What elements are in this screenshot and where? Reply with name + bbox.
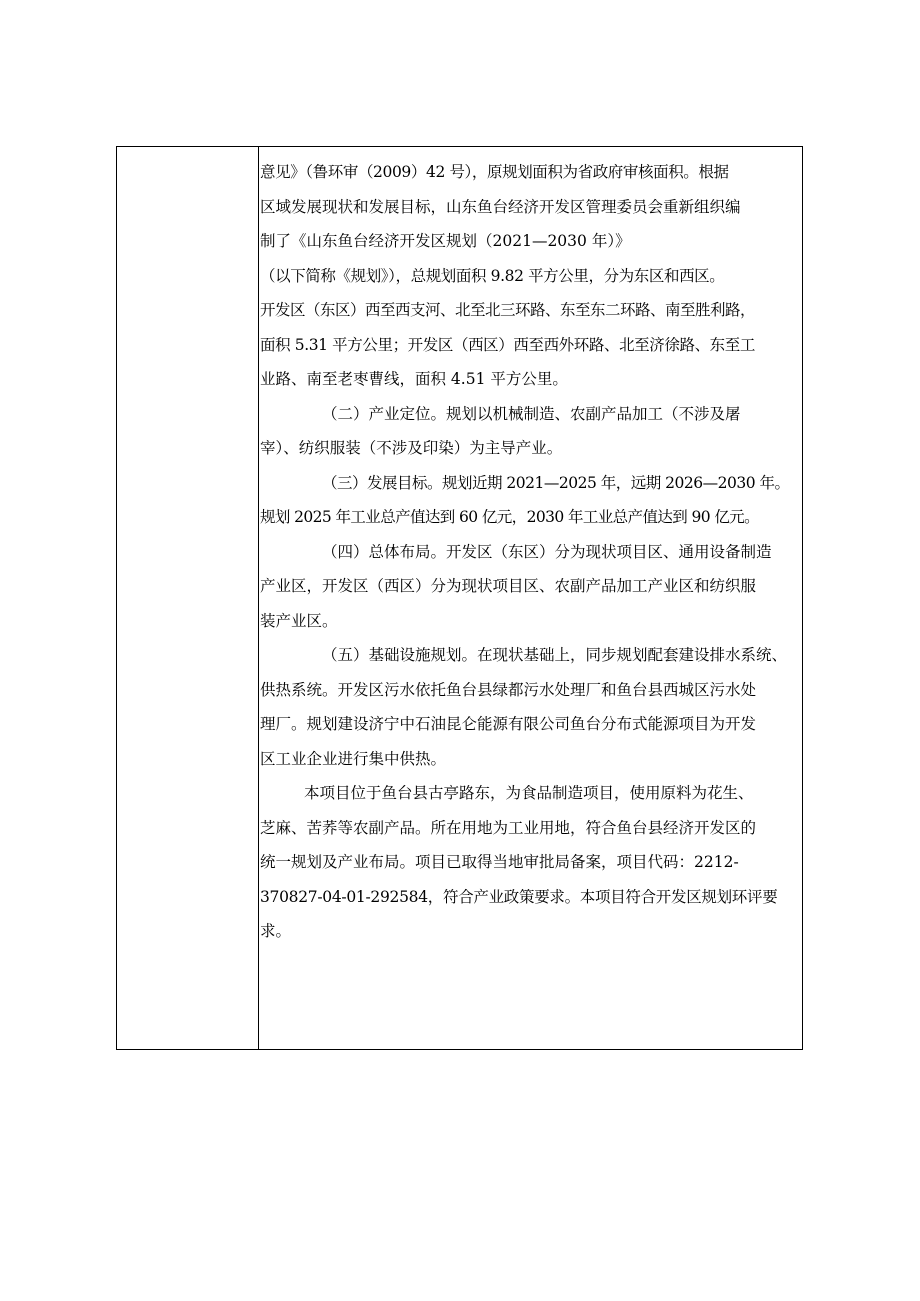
- text-line: （二）产业定位。规划以机械制造、农副产品加工（不涉及屠: [322, 404, 741, 423]
- paragraph-2: [260, 397, 800, 466]
- text-line: 本项目位于鱼台县古亭路东，为食品制造项目，使用原料为花生、: [304, 784, 754, 802]
- text-line: （三）发展目标。规划近期 2021—2025 年，远期 2026—2030 年。: [322, 473, 790, 492]
- text-line: 区工业企业进行集中供热。: [260, 749, 447, 768]
- text-line: 开发区（东区）西至西支河、北至北三环路、东至东二环路、南至胜利路，: [260, 301, 756, 319]
- column-divider: [258, 147, 259, 1049]
- text-line: 制了《山东鱼台经济开发区规划（2021—2030 年）》: [260, 232, 631, 250]
- text-line: 意见》（鲁环审（2009）42 号），原规划面积为省政府审核面积。根据: [260, 163, 729, 181]
- text-line: 装产业区。: [260, 611, 338, 630]
- text-line: 宰）、纺织服装（不涉及印染）为主导产业。: [260, 439, 563, 457]
- paragraph-4: [260, 535, 800, 639]
- paragraph-1: [260, 155, 800, 397]
- text-line: 芝麻、苦荞等农副产品。所在用地为工业用地，符合鱼台县经济开发区的: [260, 818, 757, 837]
- paragraph-5: [260, 638, 800, 776]
- text-line: 370827-04-01-292584，符合产业政策要求。本项目符合开发区规划环评要: [260, 887, 778, 906]
- table-cell-content: [260, 155, 802, 949]
- text-line: 面积 5.31 平方公里；开发区（西区）西至西外环路、北至济徐路、东至工: [260, 335, 755, 354]
- text-line: （五）基础设施规划。在现状基础上，同步规划配套建设排水系统、: [322, 646, 788, 664]
- text-line: 统一规划及产业布局。项目已取得当地审批局备案，项目代码：2212-: [260, 853, 739, 871]
- paragraph-3: [260, 466, 800, 535]
- text-line: 业路、南至老枣曹线，面积 4.51 平方公里。: [260, 370, 568, 388]
- text-line: （四）总体布局。开发区（东区）分为现状项目区、通用设备制造: [322, 542, 772, 561]
- text-line: 理厂。规划建设济宁中石油昆仑能源有限公司鱼台分布式能源项目为开发: [260, 715, 757, 733]
- text-line: 区域发展现状和发展目标，山东鱼台经济开发区管理委员会重新组织编: [260, 197, 741, 216]
- text-line: 产业区，开发区（西区）分为现状项目区、农副产品加工产业区和纺织服: [260, 577, 757, 595]
- text-line: （以下简称《规划》），总规划面积 9.82 平方公里，分为东区和西区。: [260, 266, 725, 285]
- text-line: 供热系统。开发区污水依托鱼台县绿都污水处理厂和鱼台县西城区污水处: [260, 680, 757, 699]
- text-line: 求。: [260, 922, 292, 940]
- paragraph-6: [260, 776, 800, 949]
- content-table: [116, 146, 803, 1050]
- text-line: 规划 2025 年工业总产值达到 60 亿元，2030 年工业总产值达到 90 亿元。: [260, 508, 760, 526]
